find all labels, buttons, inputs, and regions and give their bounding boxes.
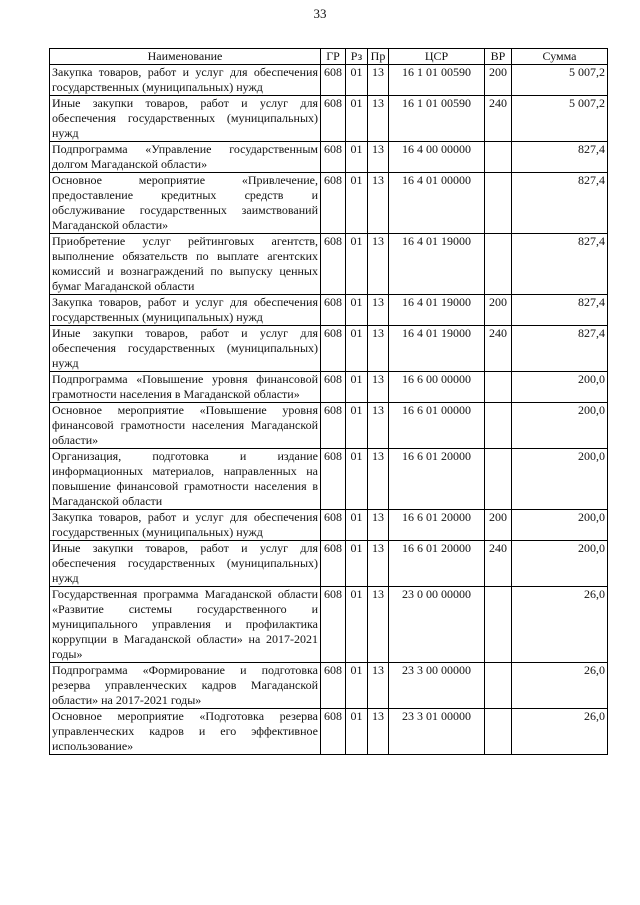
row-vr-cell: 240 [485,541,512,587]
row-pr-cell: 13 [368,96,389,142]
row-sum-cell: 827,4 [512,173,608,234]
row-csr-cell: 16 4 01 00000 [389,173,485,234]
header-pr: Пр [368,49,389,65]
row-gr-cell: 608 [321,541,346,587]
table-row [50,65,608,96]
row-name-cell: Подпрограмма «Повышение уровня финансовой грамотности населения в Магаданской области» [50,372,321,403]
row-name-cell: Иные закупки товаров, работ и услуг для обеспечения государственных (муниципальных) нужд [50,326,321,372]
row-rz-cell: 01 [346,510,368,541]
table-row [50,96,608,142]
table-row [50,541,608,587]
row-pr-cell: 13 [368,65,389,96]
header-gr: ГР [321,49,346,65]
row-vr-cell [485,234,512,295]
row-name-cell: Основное мероприятие «Привлечение, предоставление кредитных средств и обслуживание государственных заимствований Магаданской области» [50,173,321,234]
row-csr-cell: 23 3 01 00000 [389,709,485,755]
row-csr-cell: 16 6 01 20000 [389,541,485,587]
table-row [50,403,608,449]
row-gr-cell: 608 [321,65,346,96]
table-row [50,142,608,173]
row-name-cell: Основное мероприятие «Подготовка резерва управленческих кадров и его эффективное использование» [50,709,321,755]
row-sum-cell: 5 007,2 [512,96,608,142]
header-csr: ЦСР [389,49,485,65]
row-vr-cell [485,709,512,755]
row-sum-cell: 26,0 [512,709,608,755]
row-pr-cell: 13 [368,326,389,372]
row-csr-cell: 16 6 01 20000 [389,510,485,541]
row-name-cell: Иные закупки товаров, работ и услуг для обеспечения государственных (муниципальных) нужд [50,96,321,142]
row-rz-cell: 01 [346,449,368,510]
row-sum-cell: 200,0 [512,541,608,587]
row-csr-cell: 16 6 00 00000 [389,372,485,403]
table-row [50,449,608,510]
row-csr-cell: 16 1 01 00590 [389,65,485,96]
row-name-cell: Приобретение услуг рейтинговых агентств, выполнение обязательств по выплате агентских комиссий и вознаграждений по выпуску ценных бумаг Магаданской области [50,234,321,295]
row-sum-cell: 827,4 [512,142,608,173]
table-row [50,295,608,326]
row-sum-cell: 200,0 [512,403,608,449]
row-gr-cell: 608 [321,142,346,173]
row-sum-cell: 200,0 [512,510,608,541]
page-number: 33 [313,6,327,21]
row-csr-cell: 16 4 01 19000 [389,234,485,295]
row-rz-cell: 01 [346,541,368,587]
row-rz-cell: 01 [346,65,368,96]
row-pr-cell: 13 [368,142,389,173]
row-gr-cell: 608 [321,449,346,510]
row-csr-cell: 23 0 00 00000 [389,587,485,663]
row-gr-cell: 608 [321,372,346,403]
row-sum-cell: 827,4 [512,234,608,295]
table-row [50,372,608,403]
row-vr-cell [485,403,512,449]
row-vr-cell [485,173,512,234]
row-gr-cell: 608 [321,326,346,372]
row-pr-cell: 13 [368,372,389,403]
header-vr: ВР [485,49,512,65]
row-pr-cell: 13 [368,234,389,295]
budget-table [49,48,608,755]
row-sum-cell: 827,4 [512,295,608,326]
row-vr-cell [485,587,512,663]
row-name-cell: Основное мероприятие «Повышение уровня финансовой грамотности населения Магаданской области» [50,403,321,449]
row-pr-cell: 13 [368,403,389,449]
row-csr-cell: 16 6 01 20000 [389,449,485,510]
row-rz-cell: 01 [346,326,368,372]
row-gr-cell: 608 [321,96,346,142]
row-vr-cell: 200 [485,65,512,96]
row-gr-cell: 608 [321,403,346,449]
row-gr-cell: 608 [321,663,346,709]
row-csr-cell: 16 4 01 19000 [389,326,485,372]
table-row [50,709,608,755]
row-gr-cell: 608 [321,709,346,755]
header-rz: Рз [346,49,368,65]
row-vr-cell: 240 [485,326,512,372]
row-sum-cell: 26,0 [512,663,608,709]
row-sum-cell: 200,0 [512,449,608,510]
row-rz-cell: 01 [346,403,368,449]
row-pr-cell: 13 [368,510,389,541]
row-rz-cell: 01 [346,96,368,142]
row-csr-cell: 16 1 01 00590 [389,96,485,142]
row-rz-cell: 01 [346,587,368,663]
row-gr-cell: 608 [321,295,346,326]
row-pr-cell: 13 [368,587,389,663]
row-gr-cell: 608 [321,234,346,295]
table-row [50,510,608,541]
row-gr-cell: 608 [321,510,346,541]
row-rz-cell: 01 [346,234,368,295]
table-header-row [50,49,608,65]
row-sum-cell: 827,4 [512,326,608,372]
row-name-cell: Подпрограмма «Формирование и подготовка резерва управленческих кадров Магаданской области» на 2017-2021 годы» [50,663,321,709]
row-vr-cell [485,663,512,709]
row-pr-cell: 13 [368,663,389,709]
row-name-cell: Закупка товаров, работ и услуг для обеспечения государственных (муниципальных) нужд [50,65,321,96]
row-name-cell: Закупка товаров, работ и услуг для обеспечения государственных (муниципальных) нужд [50,510,321,541]
row-vr-cell: 200 [485,295,512,326]
row-csr-cell: 16 4 01 19000 [389,295,485,326]
row-vr-cell [485,372,512,403]
row-vr-cell: 240 [485,96,512,142]
table-row [50,326,608,372]
header-name: Наименование [50,49,321,65]
row-rz-cell: 01 [346,295,368,326]
row-csr-cell: 23 3 00 00000 [389,663,485,709]
row-vr-cell: 200 [485,510,512,541]
row-name-cell: Подпрограмма «Управление государственным долгом Магаданской области» [50,142,321,173]
row-name-cell: Государственная программа Магаданской области «Развитие системы государственного и муниципального управления и профилактика коррупции в Магаданской области» на 2017-2021 годы» [50,587,321,663]
row-pr-cell: 13 [368,173,389,234]
row-name-cell: Закупка товаров, работ и услуг для обеспечения государственных (муниципальных) нужд [50,295,321,326]
row-rz-cell: 01 [346,173,368,234]
row-rz-cell: 01 [346,372,368,403]
row-rz-cell: 01 [346,663,368,709]
row-gr-cell: 608 [321,173,346,234]
row-pr-cell: 13 [368,295,389,326]
row-vr-cell [485,449,512,510]
header-sum: Сумма [512,49,608,65]
row-csr-cell: 16 4 00 00000 [389,142,485,173]
row-sum-cell: 26,0 [512,587,608,663]
table-row [50,587,608,663]
row-sum-cell: 200,0 [512,372,608,403]
row-vr-cell [485,142,512,173]
table-row [50,234,608,295]
row-sum-cell: 5 007,2 [512,65,608,96]
table-row [50,663,608,709]
row-name-cell: Иные закупки товаров, работ и услуг для обеспечения государственных (муниципальных) нужд [50,541,321,587]
table-body [50,65,608,755]
row-rz-cell: 01 [346,709,368,755]
table-row [50,173,608,234]
row-pr-cell: 13 [368,709,389,755]
row-csr-cell: 16 6 01 00000 [389,403,485,449]
row-pr-cell: 13 [368,449,389,510]
row-pr-cell: 13 [368,541,389,587]
row-name-cell: Организация, подготовка и издание информационных материалов, направленных на повышение финансовой грамотности населения в Магаданской области [50,449,321,510]
row-rz-cell: 01 [346,142,368,173]
row-gr-cell: 608 [321,587,346,663]
